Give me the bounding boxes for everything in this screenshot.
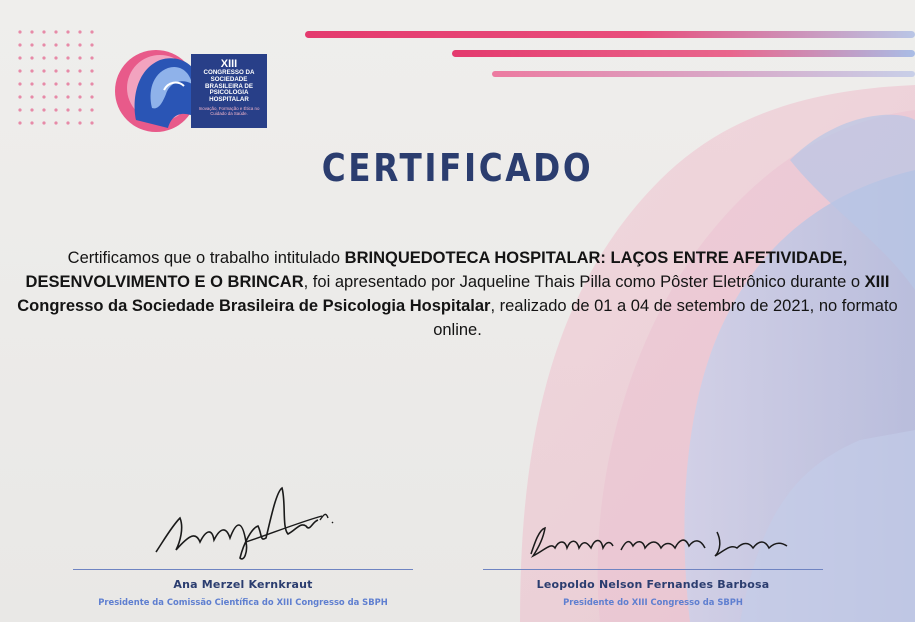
signatory-role: Presidente da Comissão Científica do XIII Congresso da SBPH bbox=[98, 597, 388, 607]
signature-block-left bbox=[73, 565, 413, 607]
certificate-title: CERTIFICADO bbox=[321, 146, 594, 190]
logo-text-box bbox=[191, 54, 267, 128]
signatory-role: Presidente do XIII Congresso da SBPH bbox=[563, 597, 743, 607]
decorative-stripe-top bbox=[305, 31, 915, 38]
logo-edition: XIII bbox=[220, 58, 238, 70]
decorative-stripe-middle bbox=[452, 50, 915, 57]
body-presentation: , foi apresentado por Jaqueline Thais Pilla como Pôster Eletrônico durante o bbox=[303, 273, 865, 291]
congress-logo bbox=[112, 48, 270, 134]
signature-line bbox=[483, 569, 823, 570]
signature-scribble-right bbox=[525, 520, 795, 564]
signature-scribble-left bbox=[150, 482, 340, 566]
event-name: XIII Congresso da Sociedade Brasileira de Psicologia Hospitalar bbox=[17, 273, 890, 315]
work-title: BRINQUEDOTECA HOSPITALAR: LAÇOS ENTRE AFETIVIDADE, DESENVOLVIMENTO E O BRINCAR bbox=[25, 249, 848, 291]
body-dates: , realizado de 01 a 04 de setembro de 2021, no formato online. bbox=[433, 297, 898, 339]
body-intro: Certificamos que o trabalho intitulado bbox=[67, 249, 345, 267]
decorative-stripe-bottom bbox=[492, 71, 915, 77]
signature-line bbox=[73, 569, 413, 570]
signatory-name: Leopoldo Nelson Fernandes Barbosa bbox=[536, 578, 770, 591]
logo-congress-name: CONGRESSO DA SOCIEDADE BRASILEIRA DE PSICOLOGIA HOSPITALAR bbox=[203, 69, 255, 104]
signature-block-right bbox=[483, 565, 823, 607]
certificate-body bbox=[0, 246, 915, 342]
signatory-name: Ana Merzel Kernkraut bbox=[173, 578, 313, 591]
dot-grid-decoration bbox=[18, 30, 98, 130]
logo-tagline: Inovação, Formação e Ética no Cuidado da Saúde. bbox=[198, 105, 260, 116]
